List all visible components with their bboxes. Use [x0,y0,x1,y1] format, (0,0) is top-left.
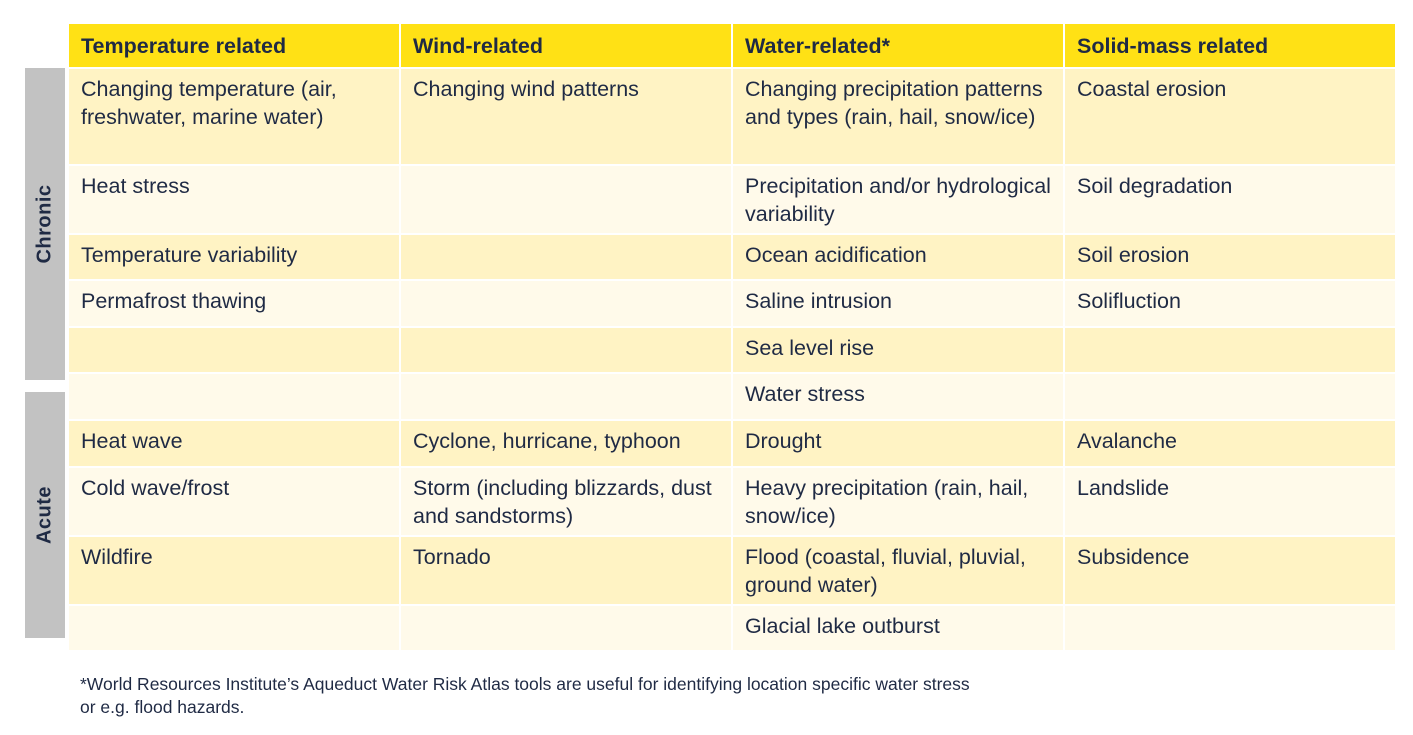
table-cell [400,373,732,420]
footnote-line-1: *World Resources Institute’s Aqueduct Water Risk Atlas tools are useful for identifying location specific water stress [80,674,970,694]
table-cell: Glacial lake outburst [732,605,1064,651]
hazard-table [67,22,1397,652]
table-cell: Precipitation and/or hydrological variability [732,165,1064,234]
table-cell [400,165,732,234]
table-row [68,280,1396,327]
table-cell: Soil erosion [1064,234,1396,280]
footnote [80,673,1160,719]
table-row [68,467,1396,536]
table-row [68,420,1396,467]
table-cell: Storm (including blizzards, dust and sandstorms) [400,467,732,536]
acute-group-label [25,392,65,638]
table-cell: Sea level rise [732,327,1064,373]
chronic-group-label [25,68,65,380]
table-cell: Subsidence [1064,536,1396,605]
table-cell [1064,605,1396,651]
table-cell: Soil degradation [1064,165,1396,234]
table-cell: Changing temperature (air, freshwater, marine water) [68,68,400,165]
chronic-label-text: Chronic [33,184,56,264]
table-cell: Landslide [1064,467,1396,536]
table-cell [400,605,732,651]
table-cell [400,234,732,280]
table-cell: Flood (coastal, fluvial, pluvial, ground water) [732,536,1064,605]
table-cell [1064,373,1396,420]
table-row [68,234,1396,280]
table-cell [68,373,400,420]
table-cell: Cyclone, hurricane, typhoon [400,420,732,467]
table-row [68,605,1396,651]
table-row [68,327,1396,373]
table-cell: Avalanche [1064,420,1396,467]
table-cell: Saline intrusion [732,280,1064,327]
header-solid-mass: Solid-mass related [1064,23,1396,68]
table-cell: Tornado [400,536,732,605]
table-cell: Coastal erosion [1064,68,1396,165]
table-cell: Drought [732,420,1064,467]
table-cell: Cold wave/frost [68,467,400,536]
table-cell: Heavy precipitation (rain, hail, snow/ice) [732,467,1064,536]
table-cell [400,327,732,373]
table-cell: Water stress [732,373,1064,420]
table-cell: Temperature variability [68,234,400,280]
table-cell [68,327,400,373]
table-cell: Ocean acidification [732,234,1064,280]
table-cell: Heat stress [68,165,400,234]
table-cell [68,605,400,651]
table-cell: Changing precipitation patterns and types (rain, hail, snow/ice) [732,68,1064,165]
table-cell: Changing wind patterns [400,68,732,165]
table-row [68,373,1396,420]
header-water: Water-related* [732,23,1064,68]
table-cell [400,280,732,327]
table-row [68,536,1396,605]
table-cell: Permafrost thawing [68,280,400,327]
table-cell: Heat wave [68,420,400,467]
table-cell: Solifluction [1064,280,1396,327]
header-row [68,23,1396,68]
footnote-line-2: or e.g. flood hazards. [80,697,245,717]
table-cell: Wildfire [68,536,400,605]
acute-label-text: Acute [33,485,56,545]
header-wind: Wind-related [400,23,732,68]
table-cell [1064,327,1396,373]
table-row [68,165,1396,234]
header-temperature: Temperature related [68,23,400,68]
table-row [68,68,1396,165]
